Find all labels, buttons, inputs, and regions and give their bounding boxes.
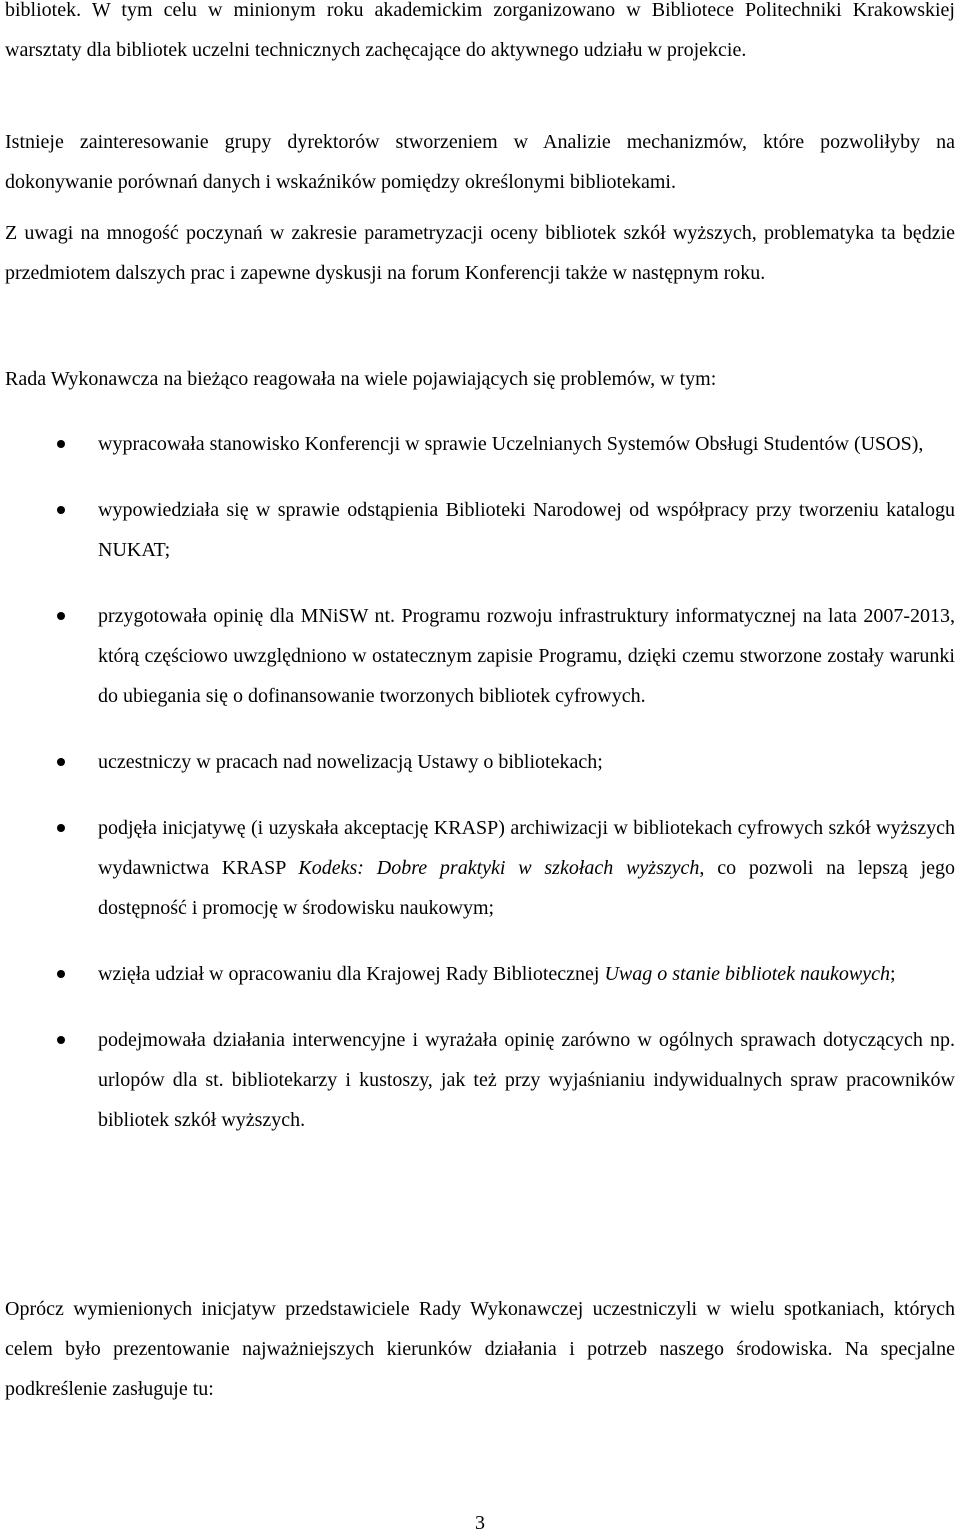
list-item-text: podjęła inicjatywę (i uzyskała akceptację KRASP) archiwizacji w bibliotekach cyfrowych szkół wyższych wydawnictwa KRASP bbox=[98, 817, 955, 879]
paragraph-parametrization: Z uwagi na mnogość poczynań w zakresie parametryzacji oceny bibliotek szkół wyższych, problematyka ta będzie przedmiotem dalszych prac i zapewne dyskusji na forum Konferencji także w następnym roku. bbox=[5, 222, 955, 284]
council-actions-list bbox=[5, 424, 955, 1140]
list-item-italic-title: Uwag o stanie bibliotek naukowych bbox=[604, 963, 890, 985]
page-number: 3 bbox=[475, 1512, 485, 1534]
bullet-icon bbox=[57, 612, 65, 620]
list-item bbox=[5, 490, 955, 570]
paragraph-meetings: Oprócz wymienionych inicjatyw przedstawiciele Rady Wykonawczej uczestniczyli w wielu spotkaniach, których celem było prezentowanie najważniejszych kierunków działania i potrzeb naszego środowiska. Na specjalne podkreślenie zasługuje tu: bbox=[5, 1298, 955, 1400]
list-item bbox=[5, 424, 955, 464]
list-item bbox=[5, 742, 955, 782]
bullet-icon bbox=[57, 758, 65, 766]
list-item-text: wzięła udział w opracowaniu dla Krajowej Rady Bibliotecznej bbox=[98, 963, 605, 985]
list-item-text: przygotowała opinię dla MNiSW nt. Programu rozwoju infrastruktury informatycznej na lata 2007-2013, którą częściowo uwzględniono w ostatecznym zapisie Programu, dzięki czemu stworzone zostały warunki do ubiegania się o dofinansowanie tworzonych bibliotek cyfrowych. bbox=[98, 605, 955, 707]
paragraph-workshops: bibliotek. W tym celu w minionym roku akademickim zorganizowano w Bibliotece Politechniki Krakowskiej warsztaty dla bibliotek uczelni technicznych zachęcające do aktywnego udziału w projekcie. bbox=[5, 0, 955, 61]
bullet-icon bbox=[57, 440, 65, 448]
list-item bbox=[5, 596, 955, 716]
list-item-text: podejmowała działania interwencyjne i wyrażała opinię zarówno w ogólnych sprawach dotyczących np. urlopów dla st. bibliotekarzy i kustoszy, jak też przy wyjaśnianiu indywidualnych spraw pracowników bibliotek szkół wyższych. bbox=[98, 1029, 955, 1131]
bullet-icon bbox=[57, 1036, 65, 1044]
list-item-text: , co pozwoli na lepszą jego dostępność i promocję w środowisku naukowym; bbox=[98, 857, 956, 919]
list-item-text: uczestniczy w pracach nad nowelizacją Ustawy o bibliotekach; bbox=[98, 751, 603, 773]
bullet-icon bbox=[57, 970, 65, 978]
list-item bbox=[5, 1020, 955, 1140]
bullet-icon bbox=[57, 824, 65, 832]
paragraph-council-intro: Rada Wykonawcza na bieżąco reagowała na wiele pojawiających się problemów, w tym: bbox=[5, 368, 717, 390]
paragraph-analysis-interest: Istnieje zainteresowanie grupy dyrektorów stworzeniem w Analizie mechanizmów, które pozwoliłyby na dokonywanie porównań danych i wskaźników pomiędzy określonymi bibliotekami. bbox=[5, 131, 955, 193]
bullet-icon bbox=[57, 506, 65, 514]
list-item bbox=[5, 954, 955, 994]
list-item-text: wypowiedziała się w sprawie odstąpienia Biblioteki Narodowej od współpracy przy tworzeniu katalogu NUKAT; bbox=[98, 499, 955, 561]
list-item-text: ; bbox=[890, 963, 896, 985]
list-item bbox=[5, 808, 955, 928]
list-item-italic-title: Kodeks: Dobre praktyki w szkołach wyższych bbox=[298, 857, 700, 879]
list-item-text: wypracowała stanowisko Konferencji w sprawie Uczelnianych Systemów Obsługi Studentów (USOS), bbox=[98, 433, 924, 455]
